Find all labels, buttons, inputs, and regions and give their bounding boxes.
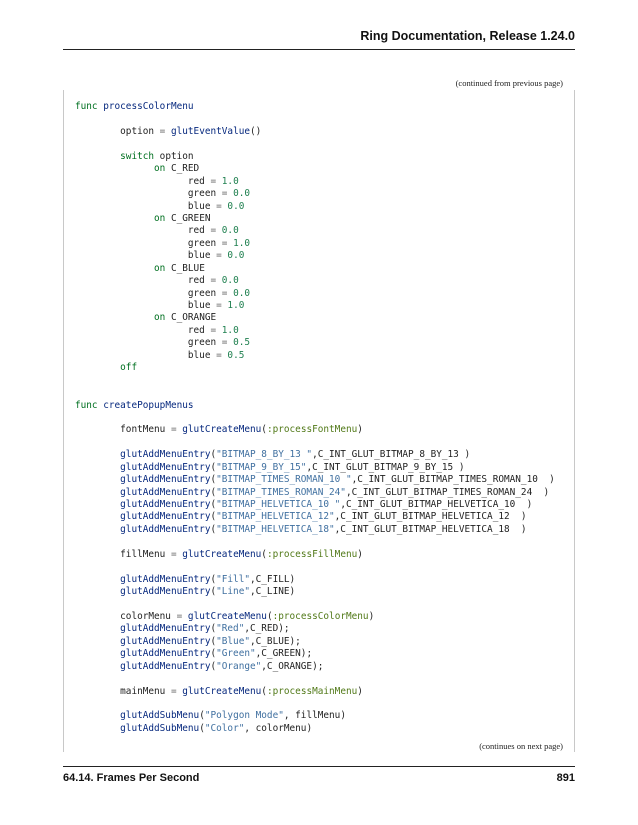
- code-token: [75, 661, 120, 672]
- code-line: [75, 113, 555, 125]
- code-line: [75, 686, 555, 698]
- code-token: red: [75, 225, 211, 237]
- code-token: [75, 636, 120, 647]
- code-token: =: [176, 610, 183, 622]
- code-line: [75, 412, 555, 424]
- code-token: ): [357, 548, 363, 560]
- code-token: =: [216, 349, 222, 361]
- code-token: (: [210, 523, 217, 535]
- code-line: [75, 536, 555, 548]
- code-token: "Line": [216, 586, 250, 598]
- code-line: [75, 673, 555, 685]
- code-token: glutAddMenuEntry: [120, 449, 211, 461]
- code-token: on: [154, 163, 166, 175]
- code-token: 0.0: [221, 275, 239, 287]
- code-token: =: [170, 424, 177, 436]
- code-token: ,C_LINE): [250, 586, 296, 598]
- code-token: ): [357, 685, 363, 697]
- code-token: [75, 524, 120, 535]
- code-token: [75, 723, 120, 734]
- code-token: (: [210, 648, 217, 660]
- code-token: ): [368, 610, 375, 622]
- code-line: [75, 151, 555, 163]
- code-line: [75, 201, 555, 213]
- continues-on-note: (continues on next page): [479, 741, 563, 751]
- code-line: [75, 424, 555, 436]
- code-token: "Red": [216, 623, 245, 635]
- code-token: [75, 574, 120, 585]
- code-line: [75, 312, 555, 324]
- code-token: C_RED: [165, 163, 200, 175]
- code-token: [75, 449, 120, 460]
- code-token: =: [210, 275, 217, 287]
- code-token: ,C_GREEN);: [255, 648, 313, 660]
- code-line: [75, 549, 555, 561]
- code-line: [75, 723, 555, 735]
- code-token: "Green": [216, 648, 256, 660]
- code-token: glutAddMenuEntry: [120, 635, 211, 647]
- code-line: [75, 263, 555, 275]
- code-token: 1.0: [221, 175, 239, 187]
- code-token: 0.0: [227, 200, 245, 212]
- code-token: fontMenu: [75, 424, 171, 436]
- code-token: ,C_INT_GLUT_BITMAP_TIMES_ROMAN_10 ): [351, 474, 555, 486]
- code-token: "BITMAP_HELVETICA_10 ": [216, 499, 341, 510]
- code-token: (: [210, 499, 217, 510]
- code-line: [75, 225, 555, 237]
- code-line: [75, 362, 555, 374]
- code-token: =: [170, 548, 177, 560]
- code-token: , colorMenu): [244, 722, 313, 734]
- code-token: 1.0: [233, 237, 250, 249]
- code-token: on: [154, 312, 166, 324]
- code-token: red: [75, 175, 211, 187]
- code-token: (: [261, 424, 267, 436]
- code-token: (: [199, 710, 205, 722]
- code-token: (: [199, 722, 205, 734]
- code-line: [75, 623, 555, 635]
- code-token: [75, 487, 120, 498]
- code-line: [75, 138, 555, 150]
- code-line: [75, 325, 555, 337]
- code-token: switch: [120, 150, 155, 162]
- code-token: =: [216, 300, 222, 311]
- code-token: 0.0: [233, 287, 250, 299]
- code-token: (: [266, 610, 273, 622]
- code-line: [75, 449, 555, 461]
- code-line: [75, 238, 555, 250]
- code-token: ): [357, 424, 363, 436]
- footer-divider: [63, 766, 575, 767]
- code-token: [75, 586, 120, 597]
- code-line: [75, 350, 555, 362]
- code-line: [75, 574, 555, 586]
- code-token: [75, 623, 120, 634]
- code-token: 1.0: [227, 300, 245, 311]
- code-token: option: [154, 150, 194, 162]
- code-line: [75, 611, 555, 623]
- code-token: :processColorMenu: [272, 610, 369, 622]
- code-token: glutAddMenuEntry: [120, 523, 211, 535]
- code-token: ,C_ORANGE);: [261, 660, 324, 672]
- code-token: glutCreateMenu: [182, 424, 262, 436]
- code-token: 1.0: [221, 324, 239, 336]
- code-token: ,C_INT_GLUT_BITMAP_HELVETICA_18 ): [334, 523, 527, 535]
- code-line: [75, 400, 555, 412]
- page-header-title: Ring Documentation, Release 1.24.0: [360, 29, 575, 43]
- code-token: green: [75, 337, 222, 349]
- code-token: 0.0: [221, 225, 239, 237]
- code-line: [75, 698, 555, 710]
- code-token: =: [221, 237, 228, 249]
- code-token: :processFontMenu: [266, 424, 358, 436]
- code-lines: [75, 101, 555, 735]
- code-token: ,C_INT_GLUT_BITMAP_HELVETICA_10 ): [340, 499, 533, 510]
- code-line: [75, 462, 555, 474]
- code-token: glutAddMenuEntry: [120, 499, 211, 510]
- code-token: "Polygon Mode": [204, 710, 284, 722]
- code-token: glutAddMenuEntry: [120, 573, 211, 585]
- code-line: [75, 524, 555, 536]
- code-token: func: [75, 399, 98, 411]
- code-line: [75, 300, 555, 312]
- code-token: (: [210, 486, 217, 498]
- code-token: "BITMAP_8_BY_13 ": [216, 449, 313, 461]
- code-token: (: [210, 623, 217, 635]
- code-line: [75, 213, 555, 225]
- code-line: [75, 375, 555, 387]
- code-token: on: [154, 212, 166, 224]
- code-token: [75, 499, 120, 510]
- code-line: [75, 599, 555, 611]
- code-token: createPopupMenus: [103, 399, 194, 411]
- code-token: (: [210, 660, 217, 672]
- footer-section-title: 64.14. Frames Per Second: [63, 772, 200, 784]
- code-line: [75, 474, 555, 486]
- code-token: =: [210, 225, 217, 237]
- code-token: [75, 151, 120, 162]
- code-token: ,C_INT_GLUT_BITMAP_HELVETICA_12 ): [334, 511, 527, 523]
- code-token: [75, 263, 154, 274]
- code-token: :processFillMenu: [266, 548, 358, 560]
- code-token: (): [250, 125, 262, 137]
- code-token: (: [210, 586, 217, 598]
- code-line: [75, 101, 555, 113]
- code-token: C_BLUE: [165, 262, 205, 274]
- code-token: processColorMenu: [103, 101, 194, 112]
- code-token: 0.0: [233, 188, 250, 200]
- code-token: blue: [75, 250, 217, 262]
- code-token: glutAddMenuEntry: [120, 474, 211, 486]
- code-token: on: [154, 262, 166, 274]
- code-token: "Orange": [216, 660, 262, 672]
- code-token: (: [210, 449, 217, 461]
- code-token: "BITMAP_TIMES_ROMAN_24": [216, 486, 346, 498]
- code-token: 0.5: [233, 337, 250, 349]
- code-token: =: [210, 175, 217, 187]
- code-token: [75, 648, 120, 659]
- code-token: option: [75, 125, 160, 137]
- code-token: [75, 710, 120, 721]
- code-token: off: [120, 362, 138, 374]
- footer-page-number: 891: [556, 772, 575, 784]
- code-token: ,C_RED);: [244, 623, 290, 635]
- code-token: "BITMAP_HELVETICA_18": [216, 523, 335, 535]
- code-token: [75, 511, 120, 522]
- code-line: [75, 661, 555, 673]
- code-token: blue: [75, 300, 217, 311]
- code-token: "Blue": [216, 635, 250, 647]
- code-token: C_ORANGE: [165, 312, 217, 324]
- code-block: [63, 90, 575, 752]
- code-token: "Fill": [216, 573, 250, 585]
- code-token: =: [159, 125, 166, 137]
- code-line: [75, 126, 555, 138]
- code-token: (: [210, 573, 217, 585]
- code-token: "BITMAP_TIMES_ROMAN_10 ": [216, 474, 352, 486]
- code-line: [75, 337, 555, 349]
- code-line: [75, 511, 555, 523]
- code-line: [75, 586, 555, 598]
- code-token: =: [170, 685, 177, 697]
- code-line: [75, 176, 555, 188]
- code-token: "Color": [204, 722, 245, 734]
- code-line: [75, 648, 555, 660]
- code-token: [75, 462, 120, 473]
- code-token: [75, 312, 154, 323]
- code-line: [75, 387, 555, 399]
- header-divider: [63, 49, 575, 50]
- code-token: =: [210, 324, 217, 336]
- code-token: glutAddSubMenu: [120, 722, 200, 734]
- code-token: mainMenu: [75, 685, 171, 697]
- code-token: green: [75, 188, 222, 200]
- code-token: (: [210, 461, 217, 473]
- code-token: =: [221, 287, 228, 299]
- code-line: [75, 561, 555, 573]
- code-token: glutAddMenuEntry: [120, 660, 211, 672]
- code-token: [75, 163, 154, 174]
- code-token: ,C_INT_GLUT_BITMAP_TIMES_ROMAN_24 ): [345, 486, 550, 498]
- code-token: (: [210, 474, 217, 486]
- code-token: , fillMenu): [283, 710, 346, 722]
- code-token: ,C_FILL): [250, 573, 296, 585]
- code-line: [75, 288, 555, 300]
- code-token: glutEventValue: [170, 125, 251, 137]
- code-line: [75, 710, 555, 722]
- code-token: glutAddMenuEntry: [120, 623, 211, 635]
- code-line: [75, 275, 555, 287]
- continued-from-note: (continued from previous page): [455, 78, 563, 88]
- code-line: [75, 487, 555, 499]
- code-line: [75, 250, 555, 262]
- code-token: glutCreateMenu: [182, 685, 262, 697]
- code-token: =: [221, 188, 228, 200]
- code-line: [75, 188, 555, 200]
- code-token: red: [75, 324, 211, 336]
- code-token: ,C_INT_GLUT_BITMAP_8_BY_13 ): [312, 449, 471, 461]
- code-token: 0.5: [227, 349, 245, 361]
- code-token: blue: [75, 349, 217, 361]
- code-token: green: [75, 287, 222, 299]
- code-token: glutAddMenuEntry: [120, 648, 211, 660]
- code-token: func: [75, 101, 98, 112]
- code-token: 0.0: [227, 250, 245, 262]
- code-token: red: [75, 275, 211, 287]
- code-line: [75, 437, 555, 449]
- code-token: ,C_BLUE);: [250, 635, 301, 647]
- code-token: (: [261, 685, 267, 697]
- code-token: glutCreateMenu: [187, 610, 267, 622]
- code-token: glutAddMenuEntry: [120, 486, 211, 498]
- code-token: C_GREEN: [165, 212, 211, 224]
- code-token: colorMenu: [75, 610, 177, 622]
- code-token: fillMenu: [75, 548, 171, 560]
- code-token: "BITMAP_9_BY_15": [216, 461, 307, 473]
- code-token: blue: [75, 200, 217, 212]
- code-line: [75, 499, 555, 511]
- code-token: [75, 362, 120, 373]
- code-token: glutAddSubMenu: [120, 710, 200, 722]
- code-token: green: [75, 237, 222, 249]
- code-token: (: [210, 635, 217, 647]
- code-token: ,C_INT_GLUT_BITMAP_9_BY_15 ): [306, 461, 465, 473]
- code-token: =: [216, 250, 222, 262]
- code-token: glutAddMenuEntry: [120, 511, 211, 523]
- code-token: :processMainMenu: [266, 685, 358, 697]
- code-token: =: [216, 200, 222, 212]
- code-line: [75, 163, 555, 175]
- code-token: (: [261, 548, 267, 560]
- code-token: glutCreateMenu: [182, 548, 262, 560]
- code-token: =: [221, 337, 228, 349]
- code-token: [75, 213, 154, 224]
- code-token: "BITMAP_HELVETICA_12": [216, 511, 335, 523]
- code-token: glutAddMenuEntry: [120, 461, 211, 473]
- code-token: (: [210, 511, 217, 523]
- code-token: glutAddMenuEntry: [120, 586, 211, 598]
- code-line: [75, 636, 555, 648]
- code-token: [75, 474, 120, 485]
